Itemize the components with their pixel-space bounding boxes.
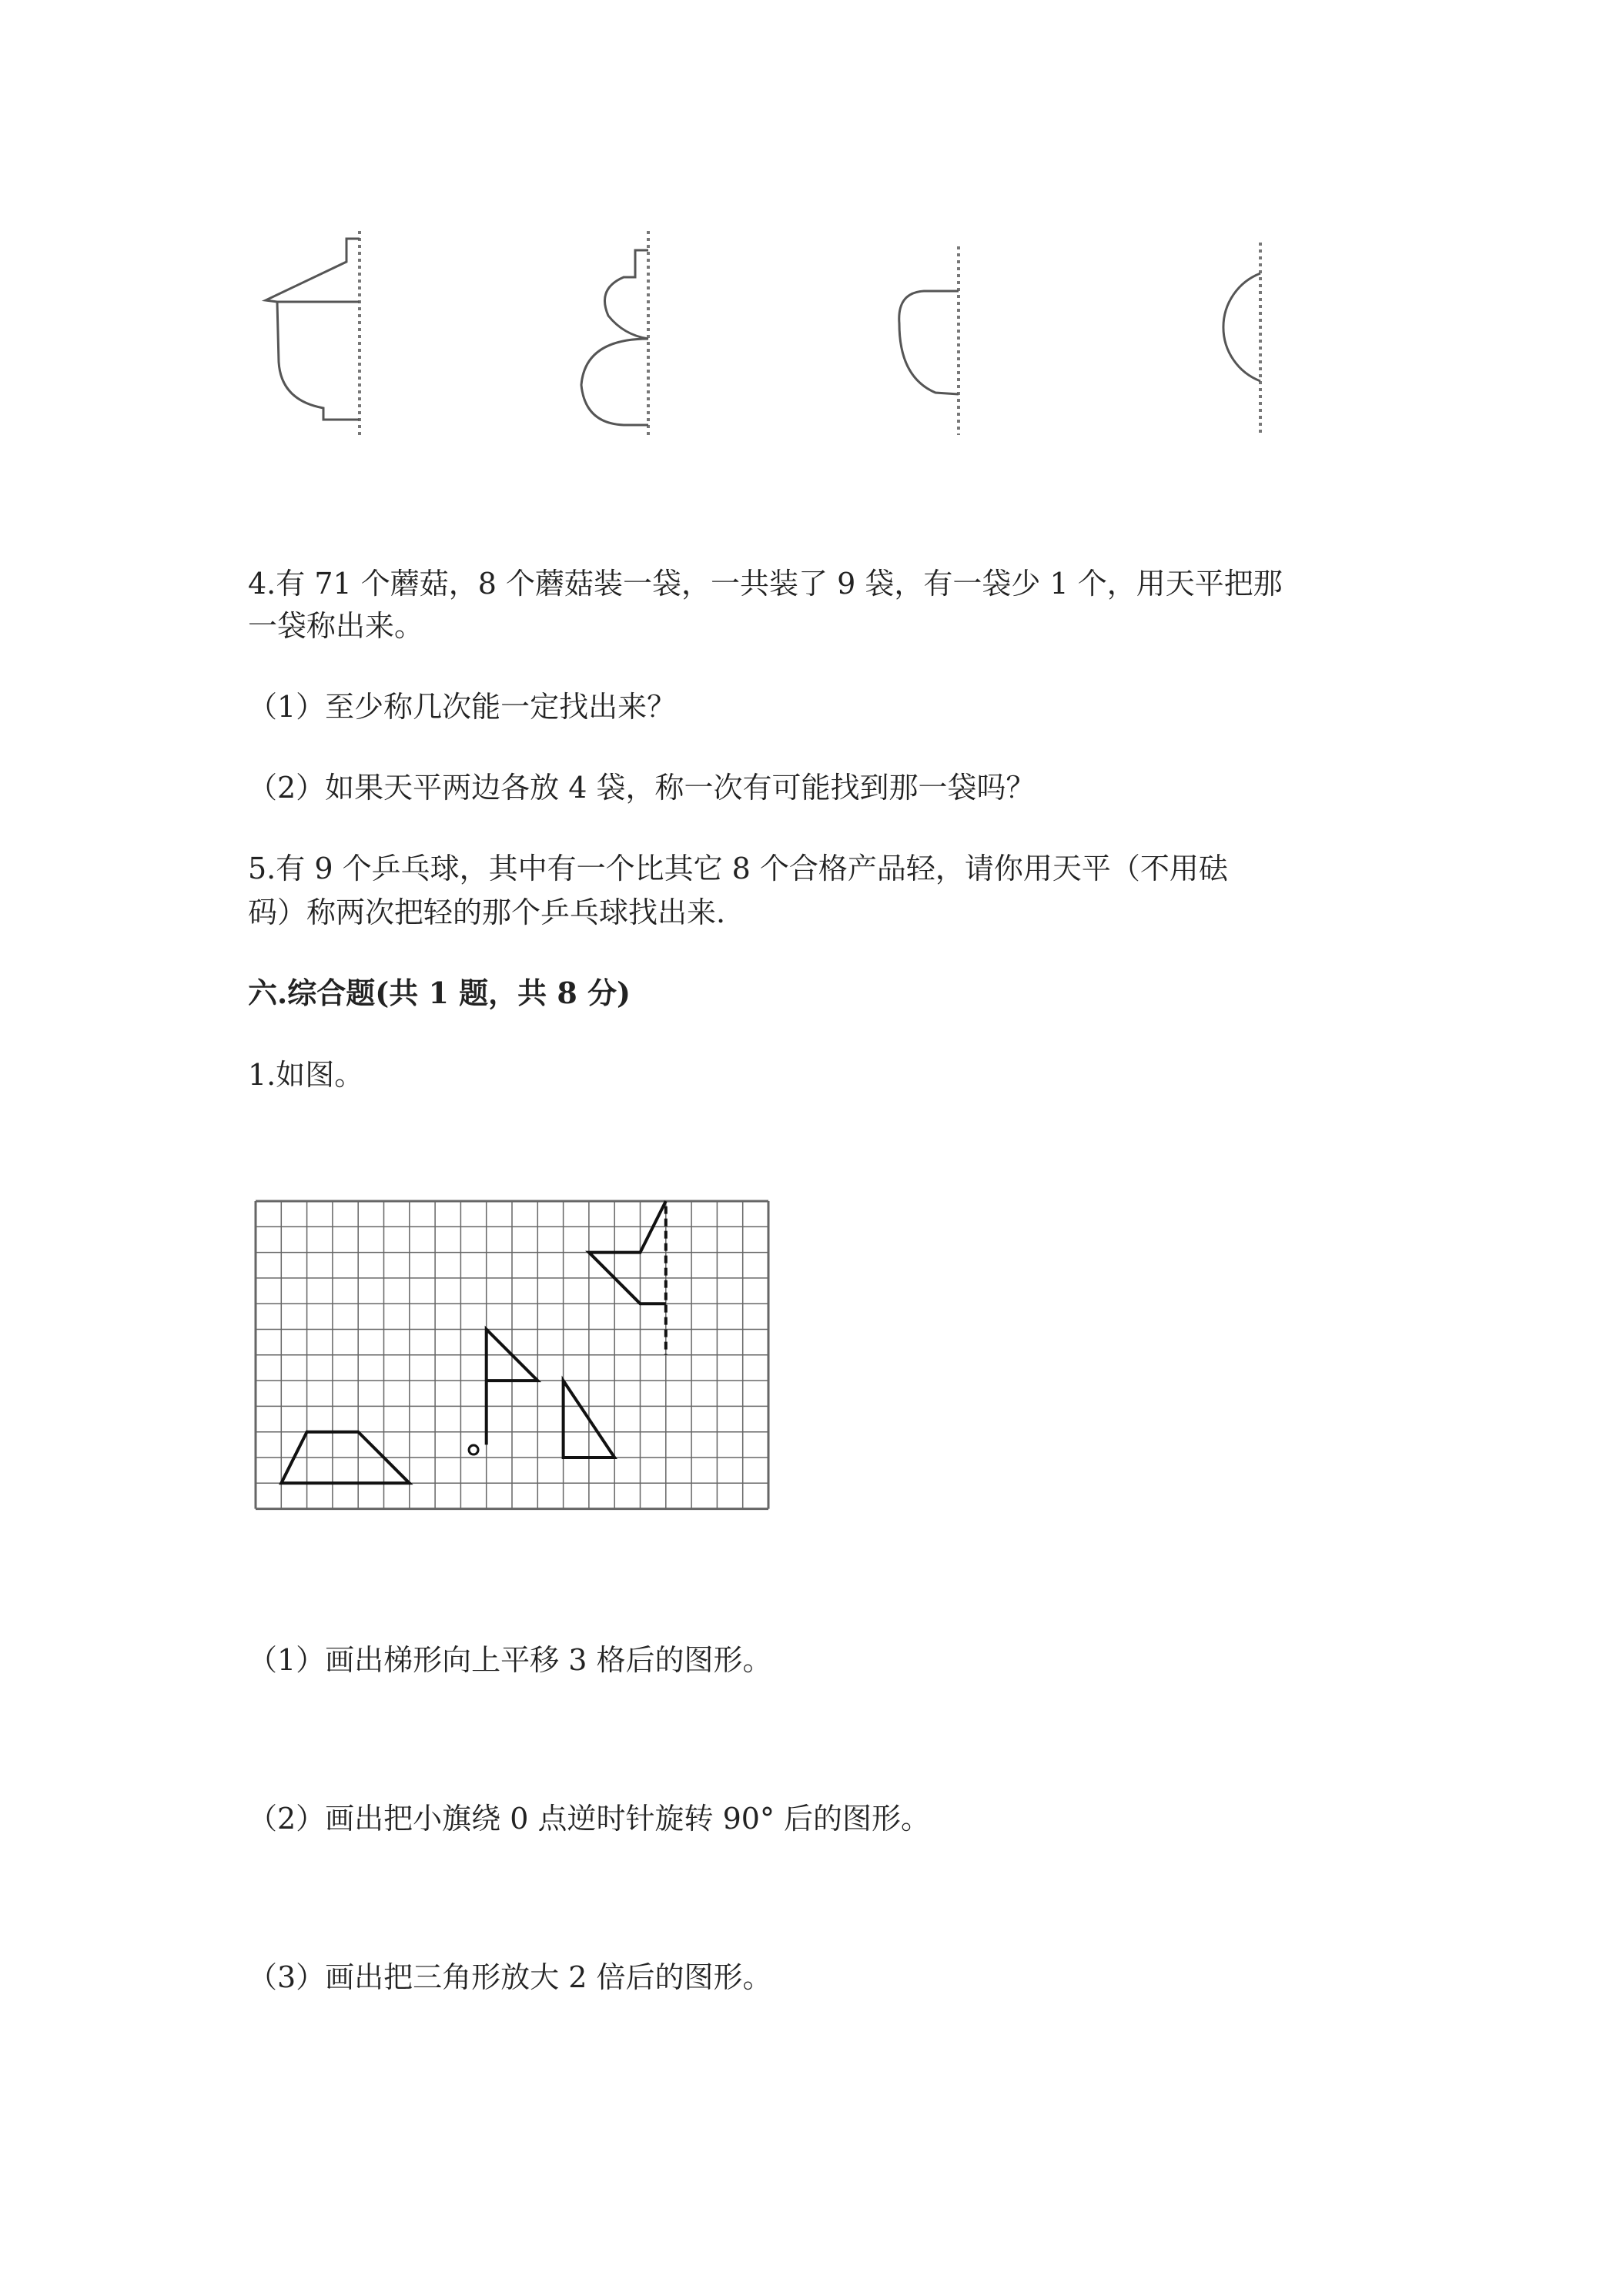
point-o <box>469 1445 478 1454</box>
q5-line2: 码）称两次把轻的那个乒乓球找出来. <box>248 895 726 929</box>
q4-line2: 一袋称出来。 <box>248 609 424 643</box>
q5-line1: 5.有 9 个乒乓球，其中有一个比其它 8 个合格产品轻，请你用天平（不用砝 <box>248 852 1228 885</box>
q4-sub2: （2）如果天平两边各放 4 袋，称一次有可能找到那一袋吗？ <box>248 771 1036 805</box>
q4-line1: 4.有 71 个蘑菇，8 个蘑菇装一袋，一共装了 9 袋，有一袋少 1 个，用天平把那 <box>248 567 1283 601</box>
q4-sub1: （1）至少称几次能一定找出来？ <box>248 690 677 724</box>
q1-sub1: （1）画出梯形向上平移 3 格后的图形。 <box>248 1643 772 1677</box>
grid-figure <box>248 1197 787 1528</box>
symmetry-figure-semicircle <box>0 0 1623 477</box>
q1-prompt: 1.如图。 <box>248 1058 364 1092</box>
section-heading: 六.综合题(共 1 题，共 8 分) <box>248 976 631 1010</box>
q1-sub3: （3）画出把三角形放大 2 倍后的图形。 <box>248 1960 772 1994</box>
q1-sub2: （2）画出把小旗绕 0 点逆时针旋转 90° 后的图形。 <box>248 1802 931 1836</box>
